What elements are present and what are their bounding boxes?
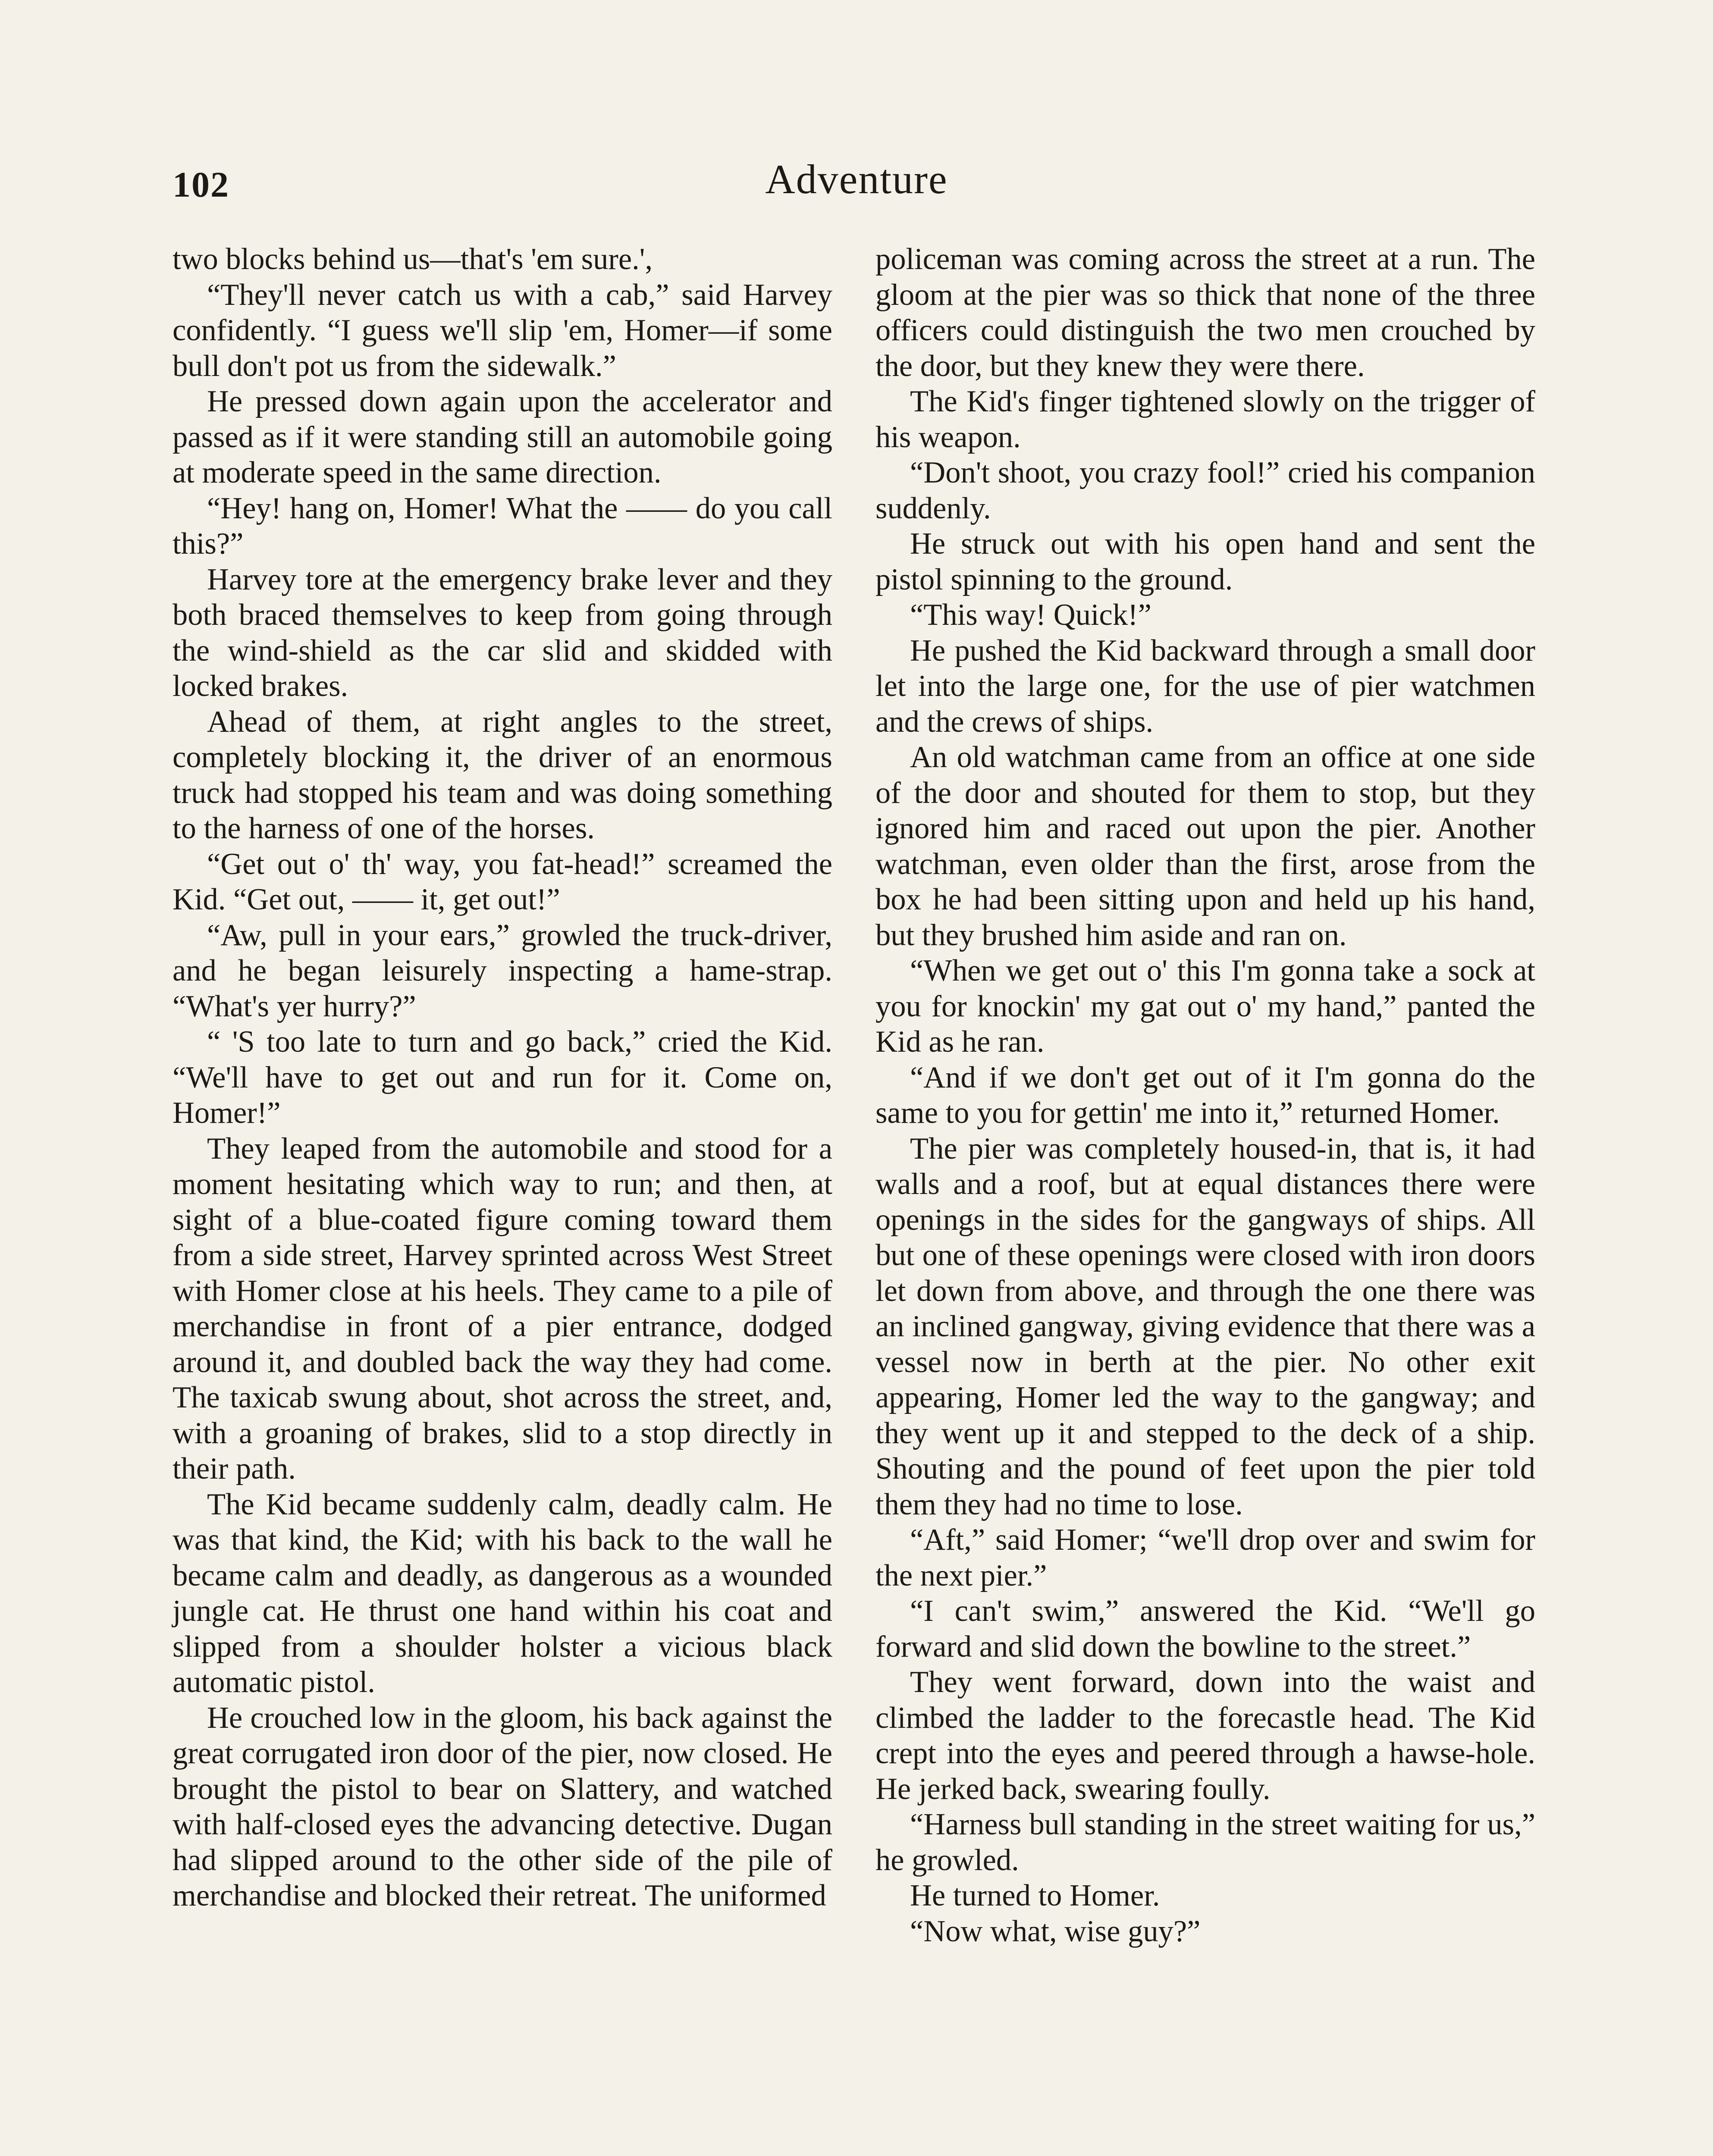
paragraph: “Get out o' th' way, you fat-head!” screamed the Kid. “Get out, —— it, get out!” — [173, 847, 832, 916]
running-title: Adventure — [765, 156, 948, 202]
paragraph: “Aw, pull in your ears,” growled the truck-driver, and he began leisurely inspecting a hame-strap. “What's yer hurry?” — [173, 918, 832, 1023]
paragraph: “I can't swim,” answered the Kid. “We'll go forward and slid down the bowline to the street.” — [875, 1594, 1535, 1664]
paragraph: “Harness bull standing in the street waiting for us,” he growled. — [875, 1808, 1535, 1877]
paragraph: “This way! Quick!” — [910, 598, 1151, 632]
right-column — [875, 241, 1535, 1949]
paragraph: Ahead of them, at right angles to the street, completely blocking it, the driver of an enormous truck had stopped his team and was doing something to the harness of one of the horses. — [173, 705, 832, 845]
paragraph: The Kid became suddenly calm, deadly calm. He was that kind, the Kid; with his back to the wall he became calm and deadly, as dangerous as a wounded jungle cat. He thrust one hand within his coat and slipped from a shoulder holster a vicious black automatic pistol. — [173, 1487, 832, 1699]
paragraph: An old watchman came from an office at one side of the door and shouted for them to stop, but they ignored him and raced out upon the pier. Another watchman, even older than the first, arose from the box he had been sitting upon and held up his hand, but they brushed him aside and ran on. — [875, 740, 1535, 952]
paragraph: He pressed down again upon the accelerator and passed as if it were standing still an automobile going at moderate speed in the same direction. — [173, 385, 832, 489]
paragraph: He pushed the Kid backward through a small door let into the large one, for the use of pier watchmen and the crews of ships. — [875, 633, 1535, 739]
paragraph: policeman was coming across the street at a run. The gloom at the pier was so thick that none of the three officers could distinguish the two men crouched by the door, but they knew they were there. — [875, 242, 1535, 383]
page-number: 102 — [173, 165, 229, 205]
left-column — [173, 241, 832, 1914]
paragraph: The Kid's finger tightened slowly on the trigger of his weapon. — [875, 385, 1535, 454]
paragraph: “Aft,” said Homer; “we'll drop over and swim for the next pier.” — [875, 1523, 1535, 1592]
paragraph: “ 'S too late to turn and go back,” cried the Kid. “We'll have to get out and run for it. Come on, Homer!” — [173, 1025, 832, 1130]
paragraph: He crouched low in the gloom, his back against the great corrugated iron door of the pier, now closed. He brought the pistol to bear on Slattery, and watched with half-closed eyes the advancing detective. Dugan had slipped around to the other side of the pile of merchandise and blocked their retreat. The uniformed — [173, 1701, 832, 1912]
paragraph: “And if we don't get out of it I'm gonna do the same to you for gettin' me into it,” returned Homer. — [875, 1060, 1535, 1130]
paragraph: They leaped from the automobile and stood for a moment hesitating which way to run; and then, at sight of a blue-coated figure coming toward them from a side street, Harvey sprinted across West Street with Homer close at his heels. They came to a pile of merchandise in front of a pier entrance, dodged around it, and doubled back the way they had come. The taxicab swung about, shot across the street, and, with a groaning of brakes, slid to a stop directly in their path. — [173, 1131, 832, 1485]
paragraph: The pier was completely housed-in, that is, it had walls and a roof, but at equal distances there were openings in the sides for the gangways of ships. All but one of these openings were closed with iron doors let down from above, and through the one there was an inclined gangway, giving evidence that there was a vessel now in berth at the pier. No other exit appearing, Homer led the way to the gangway; and they went up it and stepped to the deck of a ship. Shouting and the pound of feet upon the pier told them they had no time to lose. — [875, 1131, 1535, 1521]
paragraph: He struck out with his open hand and sent the pistol spinning to the ground. — [875, 527, 1535, 596]
paragraph: “They'll never catch us with a cab,” said Harvey confidently. “I guess we'll slip 'em, Homer—if some bull don't pot us from the sidewalk.” — [173, 278, 832, 383]
paragraph: “When we get out o' this I'm gonna take a sock at you for knockin' my gat out o' my hand,” panted the Kid as he ran. — [875, 954, 1535, 1059]
paragraph: Harvey tore at the emergency brake lever and they both braced themselves to keep from going through the wind-shield as the car slid and skidded with locked brakes. — [173, 562, 832, 703]
page-header — [0, 155, 1713, 207]
paragraph: They went forward, down into the waist and climbed the ladder to the forecastle head. The Kid crept into the eyes and peered through a hawse-hole. He jerked back, swearing foully. — [875, 1665, 1535, 1806]
paragraph: “Hey! hang on, Homer! What the —— do you call this?” — [173, 491, 832, 561]
paragraph: two blocks behind us—that's 'em sure.', — [173, 242, 653, 276]
paragraph: “Now what, wise guy?” — [910, 1914, 1201, 1948]
paragraph: “Don't shoot, you crazy fool!” cried his companion suddenly. — [875, 456, 1535, 525]
paragraph: He turned to Homer. — [910, 1879, 1160, 1912]
